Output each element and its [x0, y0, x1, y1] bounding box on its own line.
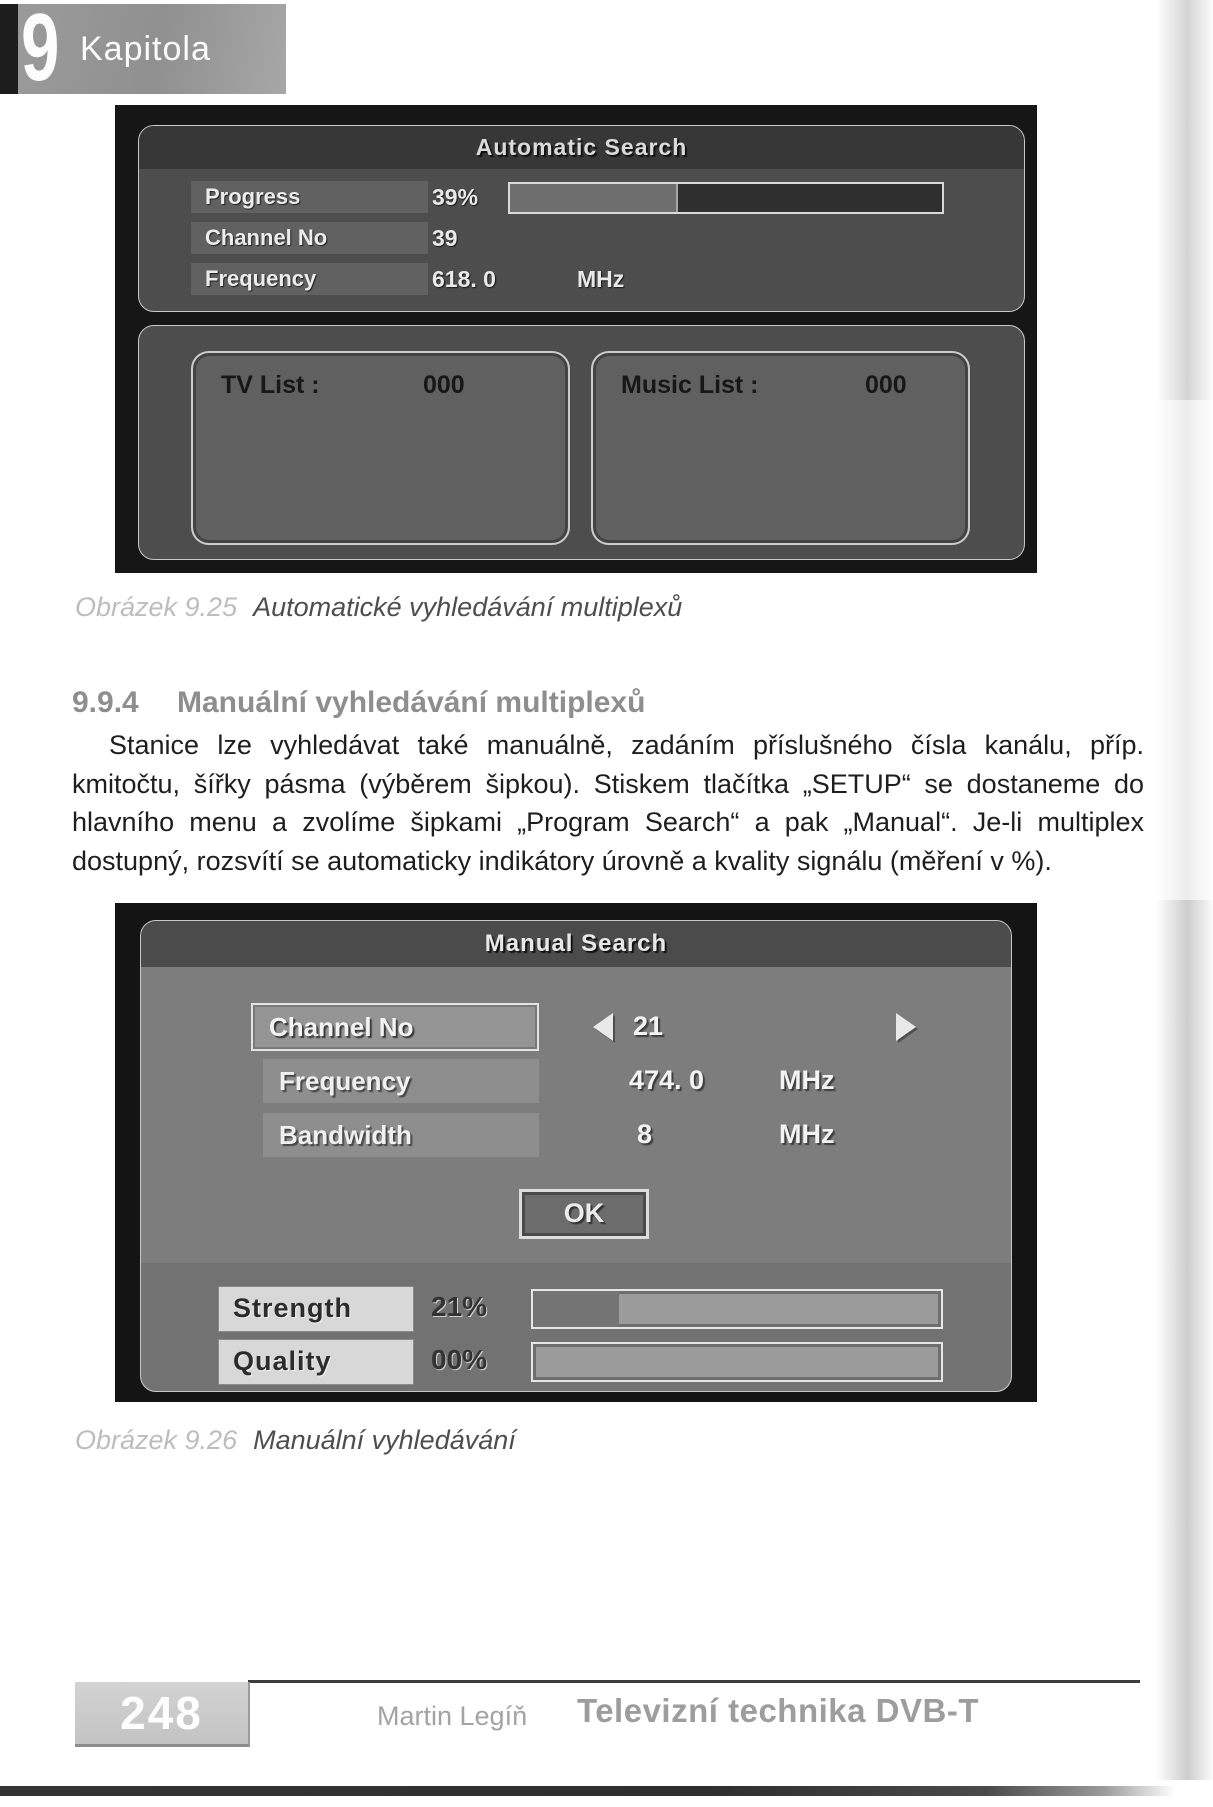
frequency-label: Frequency — [263, 1059, 539, 1103]
figure-automatic-search — [115, 105, 1037, 573]
channel-left-arrow-icon[interactable] — [593, 1013, 613, 1041]
quality-bar — [531, 1342, 943, 1382]
quality-value: 00% — [431, 1344, 488, 1375]
figure1-caption-text: Automatické vyhledávání multiplexů — [253, 592, 683, 622]
tv-list-label: TV List : — [221, 371, 320, 399]
bandwidth-unit: MHz — [779, 1119, 835, 1149]
page-number-box — [75, 1682, 250, 1747]
page-number: 248 — [120, 1687, 203, 1739]
osd-title-automatic-search: Automatic Search — [139, 126, 1024, 169]
channel-no-row[interactable]: Channel No — [251, 1003, 539, 1051]
page-edge-shade-middle — [1156, 400, 1213, 900]
frequency-unit: MHz — [779, 1065, 835, 1095]
bandwidth-value: 8 — [637, 1119, 653, 1149]
channel-no-value: 39 — [432, 225, 458, 251]
figure1-caption — [75, 592, 682, 623]
progress-bar — [508, 182, 944, 214]
figure2-caption-text: Manuální vyhledávání — [253, 1425, 516, 1455]
music-list-label: Music List : — [621, 371, 759, 399]
tv-list-box — [191, 351, 570, 545]
chapter-title: Kapitola — [80, 30, 211, 68]
footer-author: Martin Legíň — [377, 1701, 528, 1731]
figure2-caption — [75, 1425, 516, 1456]
chapter-edge-bar — [0, 4, 18, 94]
page-bottom-edge — [0, 1786, 1175, 1796]
chapter-number: 9 — [21, 0, 60, 101]
ok-button[interactable]: OK — [519, 1189, 649, 1239]
section-body-text: Stanice lze vyhledávat také manuálně, zadáním příslušného čísla kanálu, příp. kmitočtu, šířky pásma (výběrem šipkou). Stiskem tlačítka „SETUP“ se dostaneme do hlavního menu a zvolíme šipkami „Program Search“ a pak „Manual“. Je-li multiplex dostupný, rozsvítí se automaticky indikátory úrovně a kvality signálu (měření v %). — [72, 730, 1144, 876]
progress-value: 39% — [432, 184, 479, 210]
footer-book-title: Televizní technika DVB-T — [577, 1692, 979, 1729]
manual-search-panel — [140, 920, 1012, 1392]
frequency-value: 474. 0 — [629, 1065, 705, 1095]
frequency-value: 618. 0 — [432, 266, 496, 292]
channel-no-value: 21 — [633, 1011, 664, 1041]
music-list-box — [591, 351, 970, 545]
strength-bar-fill — [533, 1291, 619, 1327]
frequency-unit: MHz — [577, 266, 625, 292]
automatic-search-panel — [138, 125, 1025, 312]
page-edge-shade-top — [1156, 0, 1213, 400]
figure2-caption-number: Obrázek 9.26 — [75, 1425, 238, 1455]
progress-bar-fill — [510, 184, 678, 212]
music-list-count: 000 — [865, 371, 907, 399]
quality-label: Quality — [218, 1339, 414, 1385]
bandwidth-label: Bandwidth — [263, 1113, 539, 1157]
chapter-header — [0, 0, 286, 101]
osd-title-manual-search: Manual Search — [141, 921, 1011, 967]
tv-list-count: 000 — [423, 371, 465, 399]
channel-no-label: Channel No — [191, 222, 428, 254]
channel-right-arrow-icon[interactable] — [896, 1013, 916, 1041]
footer-rule — [248, 1680, 1140, 1683]
strength-label: Strength — [218, 1286, 414, 1332]
page-edge-shade-bottom — [1156, 900, 1213, 1780]
figure1-caption-number: Obrázek 9.25 — [75, 592, 238, 622]
strength-value: 21% — [431, 1291, 488, 1322]
section-heading — [72, 686, 645, 720]
figure-manual-search — [115, 903, 1037, 1402]
section-title: Manuální vyhledávání multiplexů — [177, 686, 646, 719]
signal-meter-strip — [141, 1263, 1011, 1391]
frequency-label: Frequency — [191, 263, 428, 295]
progress-label: Progress — [191, 181, 428, 213]
lists-panel — [138, 325, 1025, 560]
strength-bar — [531, 1289, 943, 1329]
section-number: 9.9.4 — [72, 686, 139, 719]
